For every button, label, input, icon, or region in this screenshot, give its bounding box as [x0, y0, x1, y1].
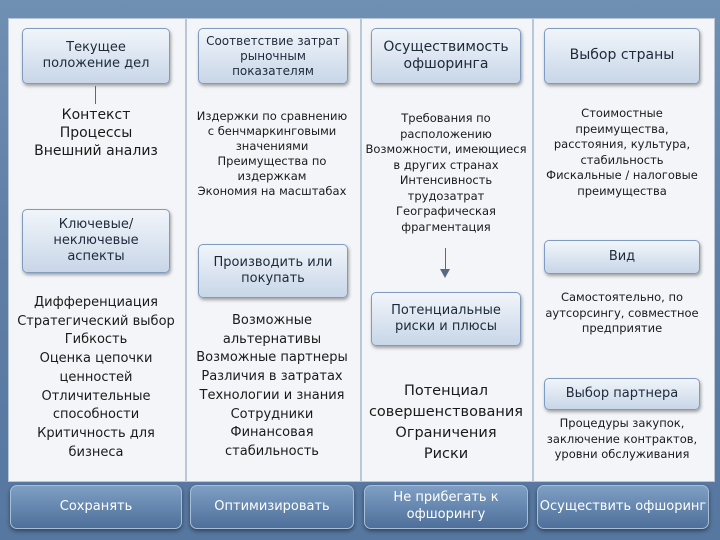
- column-4-header: [544, 28, 700, 84]
- column-3-arrow-line: [445, 248, 446, 270]
- column-2-mid-box: [198, 244, 348, 298]
- column-4-mid-box-text: Вид: [608, 248, 636, 264]
- column-3-footer-text: Не прибегать к офшорингу: [393, 490, 499, 522]
- column-4-block-3: Процедуры закупок, заключение контрактов, уровни обслуживания: [546, 416, 698, 462]
- column-1-mid-box-text: Ключевые/ неключевые аспекты: [53, 216, 139, 265]
- column-1-footer: [10, 485, 182, 529]
- column-4-footer: [537, 485, 709, 529]
- column-1-footer-text: Сохранять: [59, 498, 133, 514]
- column-2-mid-box-text: Производить или покупать: [213, 254, 333, 286]
- column-1-block-1: Контекст Процессы Внешний анализ: [34, 107, 158, 160]
- column-3-mid-box: [371, 292, 521, 346]
- column-2-header: [198, 28, 348, 84]
- column-1-connector-top: [95, 86, 96, 104]
- column-1-header: [22, 28, 170, 84]
- column-1-block-2: Дифференциация Стратегический выбор Гибкость Оценка цепочки ценностей Отличительные способности Критичность для бизнеса: [17, 295, 175, 460]
- column-1-header-text: Текущее положение дел: [42, 39, 150, 71]
- column-2-header-text: Соответствие затрат рыночным показателям: [206, 33, 340, 78]
- column-4-mid-box-2-text: Выбор партнера: [565, 385, 679, 401]
- column-4-header-text: Выбор страны: [569, 47, 675, 64]
- column-3-arrow-head-icon: [440, 269, 450, 278]
- column-4-mid-box-2: [544, 378, 700, 410]
- column-1-mid-box: [22, 209, 170, 273]
- column-3-footer: [364, 485, 528, 529]
- column-4-block-1: Стоимостные преимущества, расстояния, культура, стабильность Фискальные / налоговые преимущества: [546, 106, 698, 198]
- column-2-footer-text: Оптимизировать: [214, 498, 330, 514]
- column-3-header: [371, 28, 521, 84]
- column-2-footer: [190, 485, 354, 529]
- column-3-block-1: Требования по расположению Возможности, имеющиеся в других странах Интенсивность трудозатрат Географическая фрагментация: [365, 111, 527, 234]
- column-2-block-2: Возможные альтернативы Возможные партнеры Различия в затратах Технологии и знания Сотрудники Финансовая стабильность: [196, 313, 348, 460]
- column-4-footer-text: Осуществить офшоринг: [539, 498, 707, 514]
- column-3-block-2: Потенциал совершенствования Ограничения Риски: [368, 383, 524, 463]
- column-4-mid-box: [544, 240, 700, 274]
- column-3-mid-box-text: Потенциальные риски и плюсы: [391, 302, 501, 334]
- column-2-block-1: Издержки по сравнению с бенчмаркинговыми значениями Преимущества по издержкам Экономия на масштабах: [196, 109, 348, 198]
- column-3-header-text: Осуществимость офшоринга: [383, 38, 509, 72]
- column-4-block-2: Самостоятельно, по аутсорсингу, совместное предприятие: [545, 290, 699, 336]
